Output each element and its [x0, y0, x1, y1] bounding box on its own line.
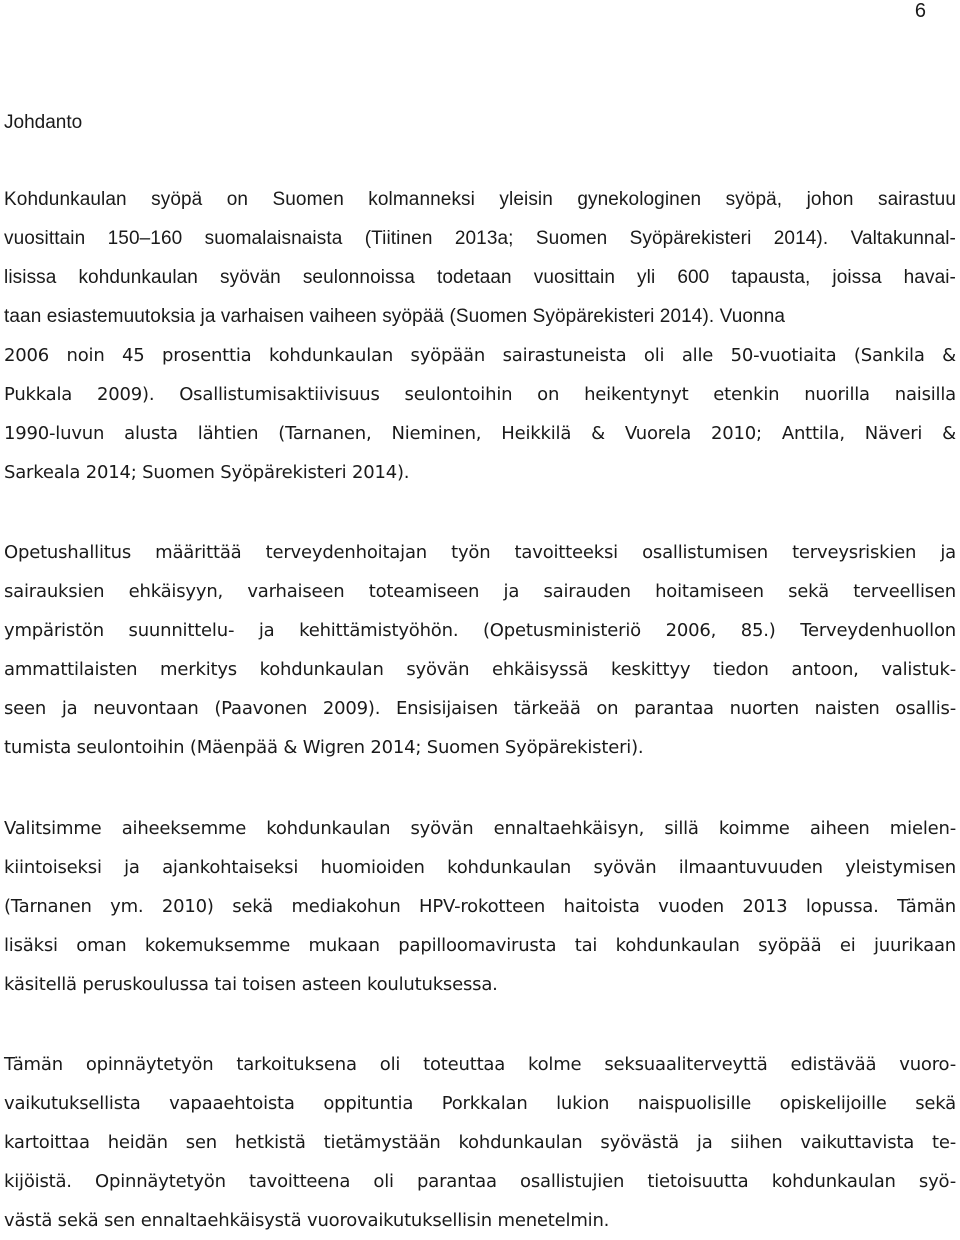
text-line: kiintoiseksi ja ajankohtaiseksi huomioiden kohdunkaulan syövän ilmaantuvuuden yleistymisen [4, 857, 956, 878]
text-line: Tämän opinnäytetyön tarkoituksena oli toteuttaa kolme seksuaaliterveyttä edistävää vuoro- [4, 1054, 956, 1075]
page-number: 6 [914, 0, 926, 22]
text-line: 1990-luvun alusta lähtien (Tarnanen, Nieminen, Heikkilä & Vuorela 2010; Anttila, Näveri & [4, 423, 956, 444]
text-line: lisissa kohdunkaulan syövän seulonnoissa todetaan vuosittain yli 600 tapausta, joissa havai- [4, 267, 956, 288]
paragraph-4 [4, 1045, 960, 1240]
text-line: Opetushallitus määrittää terveydenhoitajan työn tavoitteeksi osallistumisen terveysriskien ja [4, 542, 956, 563]
section-heading: Johdanto [4, 112, 83, 133]
text-line: käsitellä peruskoulussa tai toisen asteen koulutuksessa. [4, 974, 498, 995]
text-line: västä sekä sen ennaltaehkäisystä vuorovaikutuksellisin menetelmin. [4, 1210, 610, 1231]
text-line: sairauksien ehkäisyyn, varhaiseen toteamiseen ja sairauden hoitamiseen sekä terveellisen [4, 581, 956, 602]
text-line: Valitsimme aiheeksemme kohdunkaulan syövän ennaltaehkäisyn, sillä koimme aiheen mielen- [4, 818, 956, 839]
text-line: kartoittaa heidän sen hetkistä tietämystään kohdunkaulan syövästä ja siihen vaikuttavista te- [4, 1132, 956, 1153]
text-line: (Tarnanen ym. 2010) sekä mediakohun HPV-rokotteen haitoista vuoden 2013 lopussa. Tämän [4, 896, 956, 917]
text-line: Pukkala 2009). Osallistumisaktiivisuus seulontoihin on heikentynyt etenkin nuorilla naisilla [4, 384, 956, 405]
paragraph-3 [4, 809, 960, 1004]
text-line: tumista seulontoihin (Mäenpää & Wigren 2014; Suomen Syöpärekisteri). [4, 737, 644, 758]
paragraph-1 [4, 180, 960, 492]
text-line: 2006 noin 45 prosenttia kohdunkaulan syöpään sairastuneista oli alle 50-vuotiaita (Sankila & [4, 345, 956, 366]
paragraph-2 [4, 533, 960, 767]
text-line: taan esiastemuutoksia ja varhaisen vaiheen syöpää (Suomen Syöpärekisteri 2014). Vuonna [4, 306, 786, 327]
text-line: lisäksi oman kokemuksemme mukaan papilloomavirusta tai kohdunkaulan syöpää ei juurikaan [4, 935, 956, 956]
text-line: Kohdunkaulan syöpä on Suomen kolmanneksi yleisin gynekologinen syöpä, johon sairastuu [4, 189, 956, 210]
text-line: seen ja neuvontaan (Paavonen 2009). Ensisijaisen tärkeää on parantaa nuorten naisten osallis- [4, 698, 956, 719]
text-line: ympäristön suunnittelu- ja kehittämistyöhön. (Opetusministeriö 2006, 85.) Terveydenhuollon [4, 620, 956, 641]
text-line: kijöistä. Opinnäytetyön tavoitteena oli parantaa osallistujien tietoisuutta kohdunkaulan syö- [4, 1171, 956, 1192]
text-line: vuosittain 150–160 suomalaisnaista (Tiitinen 2013a; Suomen Syöpärekisteri 2014). Valtakunnal- [4, 228, 956, 249]
text-line: vaikutuksellista vapaaehtoista oppituntia Porkkalan lukion naispuolisille opiskelijoille sekä [4, 1093, 956, 1114]
text-line: ammattilaisten merkitys kohdunkaulan syövän ehkäisyssä keskittyy tiedon antoon, valistuk- [4, 659, 956, 680]
text-line: Sarkeala 2014; Suomen Syöpärekisteri 2014). [4, 462, 410, 483]
